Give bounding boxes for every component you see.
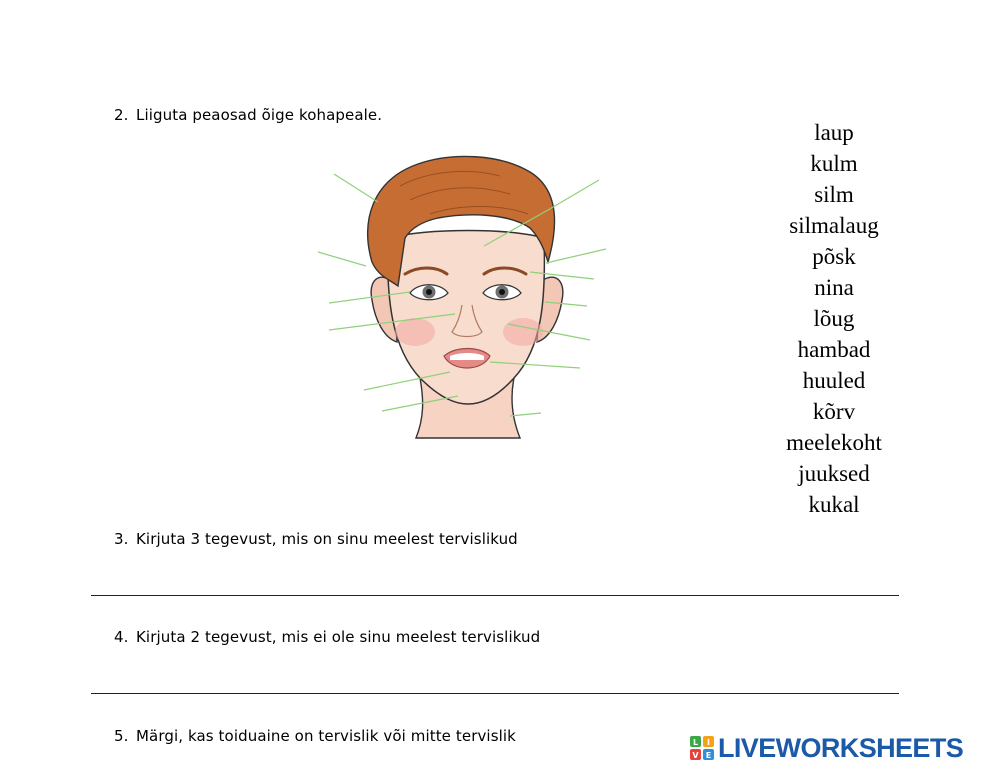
svg-text:L: L <box>692 737 699 747</box>
word-silmalaug[interactable]: silmalaug <box>789 213 879 238</box>
word-nina[interactable]: nina <box>814 275 854 300</box>
question-3 <box>114 530 518 548</box>
question-4-number: 4. <box>114 628 129 646</box>
word-loug[interactable]: lõug <box>813 306 855 331</box>
word-kulm[interactable]: kulm <box>810 151 858 176</box>
question-4-text: Kirjuta 2 tegevust, mis ei ole sinu meelest tervislikud <box>136 628 541 646</box>
word-posk[interactable]: põsk <box>812 244 856 269</box>
word-korv[interactable]: kõrv <box>812 399 856 424</box>
liveworksheets-logo-icon <box>690 736 714 760</box>
answer-line-question-3[interactable] <box>91 595 899 596</box>
question-5-number: 5. <box>114 727 129 745</box>
liveworksheets-logo <box>690 733 963 763</box>
svg-text:V: V <box>692 750 699 760</box>
question-3-text: Kirjuta 3 tegevust, mis on sinu meelest tervislikud <box>136 530 518 548</box>
word-silm[interactable]: silm <box>814 182 854 207</box>
question-5 <box>114 727 516 745</box>
word-meelekoht[interactable]: meelekoht <box>786 430 882 455</box>
question-2-number: 2. <box>114 106 129 124</box>
answer-line-question-4[interactable] <box>91 693 899 694</box>
face <box>388 231 545 405</box>
question-2 <box>114 106 382 124</box>
question-4 <box>114 628 540 646</box>
question-2-text: Liiguta peaosad õige kohapeale. <box>136 106 383 124</box>
svg-text:I: I <box>707 737 710 747</box>
word-kukal[interactable]: kukal <box>808 492 860 517</box>
word-juuksed[interactable]: juuksed <box>798 461 870 486</box>
word-laup[interactable]: laup <box>814 120 854 145</box>
left-cheek <box>395 318 435 346</box>
question-3-number: 3. <box>114 530 129 548</box>
word-hambad[interactable]: hambad <box>797 337 871 362</box>
svg-text:E: E <box>705 750 712 760</box>
question-5-text: Märgi, kas toiduaine on tervislik või mitte tervislik <box>136 727 516 745</box>
face-illustration <box>318 150 618 450</box>
right-cheek <box>503 318 543 346</box>
brand-name: LIVEWORKSHEETS <box>718 732 964 763</box>
word-huuled[interactable]: huuled <box>802 368 866 393</box>
word-bank <box>780 117 888 520</box>
